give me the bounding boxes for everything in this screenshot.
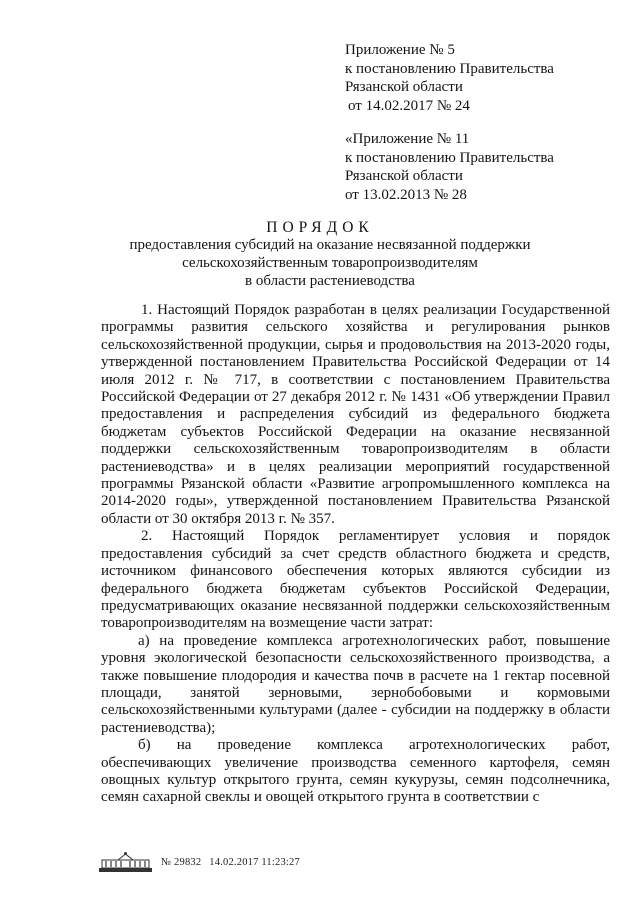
attachment-5-line: к постановлению Правительства	[345, 60, 554, 77]
attachment-5-line: Приложение № 5	[345, 42, 455, 58]
registry-building-stamp-icon	[98, 851, 153, 873]
document-subtitle	[100, 236, 560, 290]
subparagraph-b: б) на проведение комплекса агротехнологических работ, обеспечивающих увеличение производства семенного картофеля, семян овощных культур открытого грунта, семян кукурузы, семян подсолнечника, семян сахарной свеклы и овощей открытого грунта в соответствии с	[101, 737, 610, 806]
registration-footer	[98, 851, 300, 873]
attachment-5-line: от 14.02.2017 № 24	[348, 97, 470, 114]
subtitle-line: сельскохозяйственным товаропроизводителям	[182, 255, 478, 271]
paragraph-1: 1. Настоящий Порядок разработан в целях реализации Государственной программы развития сельского хозяйства и регулирования рынков сельскохозяйственной продукции, сырья и продовольствия на 2013-2020 годы, утвержденной постановлением Правительства Российской Федерации от 14 июля 2012 г. № 717, в соответствии с постановлением Правительства Российской Федерации от 27 декабря 2012 г. № 1431 «Об утверждении Правил предоставления и распределения субсидий из федерального бюджета бюджетам субъектов Российской Федерации на оказание несвязанной поддержки сельскохозяйственным товаропроизводителям в области растениеводства» и в целях реализации мероприятий государственной программы Рязанской области «Развитие агропромышленного комплекса на 2014-2020 годы», утвержденной постановлением Правительства Рязанской области от 30 октября 2013 г. № 357.	[101, 302, 610, 527]
registration-timestamp: 14.02.2017 11:23:27	[209, 856, 300, 868]
subparagraph-a: а) на проведение комплекса агротехнологических работ, повышение уровня экологической безопасности сельскохозяйственного производства, а также повышение плодородия и качества почв в расчете на 1 гектар посевной площади, занятой зерновыми, зернобобовыми и кормовыми сельскохозяйственными культурами (далее - субсидии на поддержку в области растениеводства);	[101, 632, 610, 736]
document-title: ПОРЯДОК	[266, 219, 374, 236]
attachment-5-header	[345, 41, 554, 115]
attachment-11-header	[345, 130, 554, 204]
registration-number: № 29832	[161, 856, 202, 868]
document-body	[101, 302, 610, 807]
attachment-5-line: Рязанской области	[345, 79, 463, 95]
attachment-11-line: от 13.02.2013 № 28	[345, 186, 467, 203]
paragraph-2: 2. Настоящий Порядок регламентирует условия и порядок предоставления субсидий за счет средств областного бюджета и средств, источником финансового обеспечения которых являются субсидии из федерального бюджета бюджетам субъектов Российской Федерации, предусматривающих оказание несвязанной поддержки сельскохозяйственным товаропроизводителям на возмещение части затрат:	[101, 528, 610, 632]
attachment-11-line: к постановлению Правительства	[345, 149, 554, 166]
subtitle-line: в области растениеводства	[245, 273, 415, 289]
attachment-11-line: Рязанской области	[345, 168, 463, 184]
subtitle-line: предоставления субсидий на оказание несвязанной поддержки	[129, 237, 531, 253]
attachment-11-line: «Приложение № 11	[345, 131, 470, 147]
